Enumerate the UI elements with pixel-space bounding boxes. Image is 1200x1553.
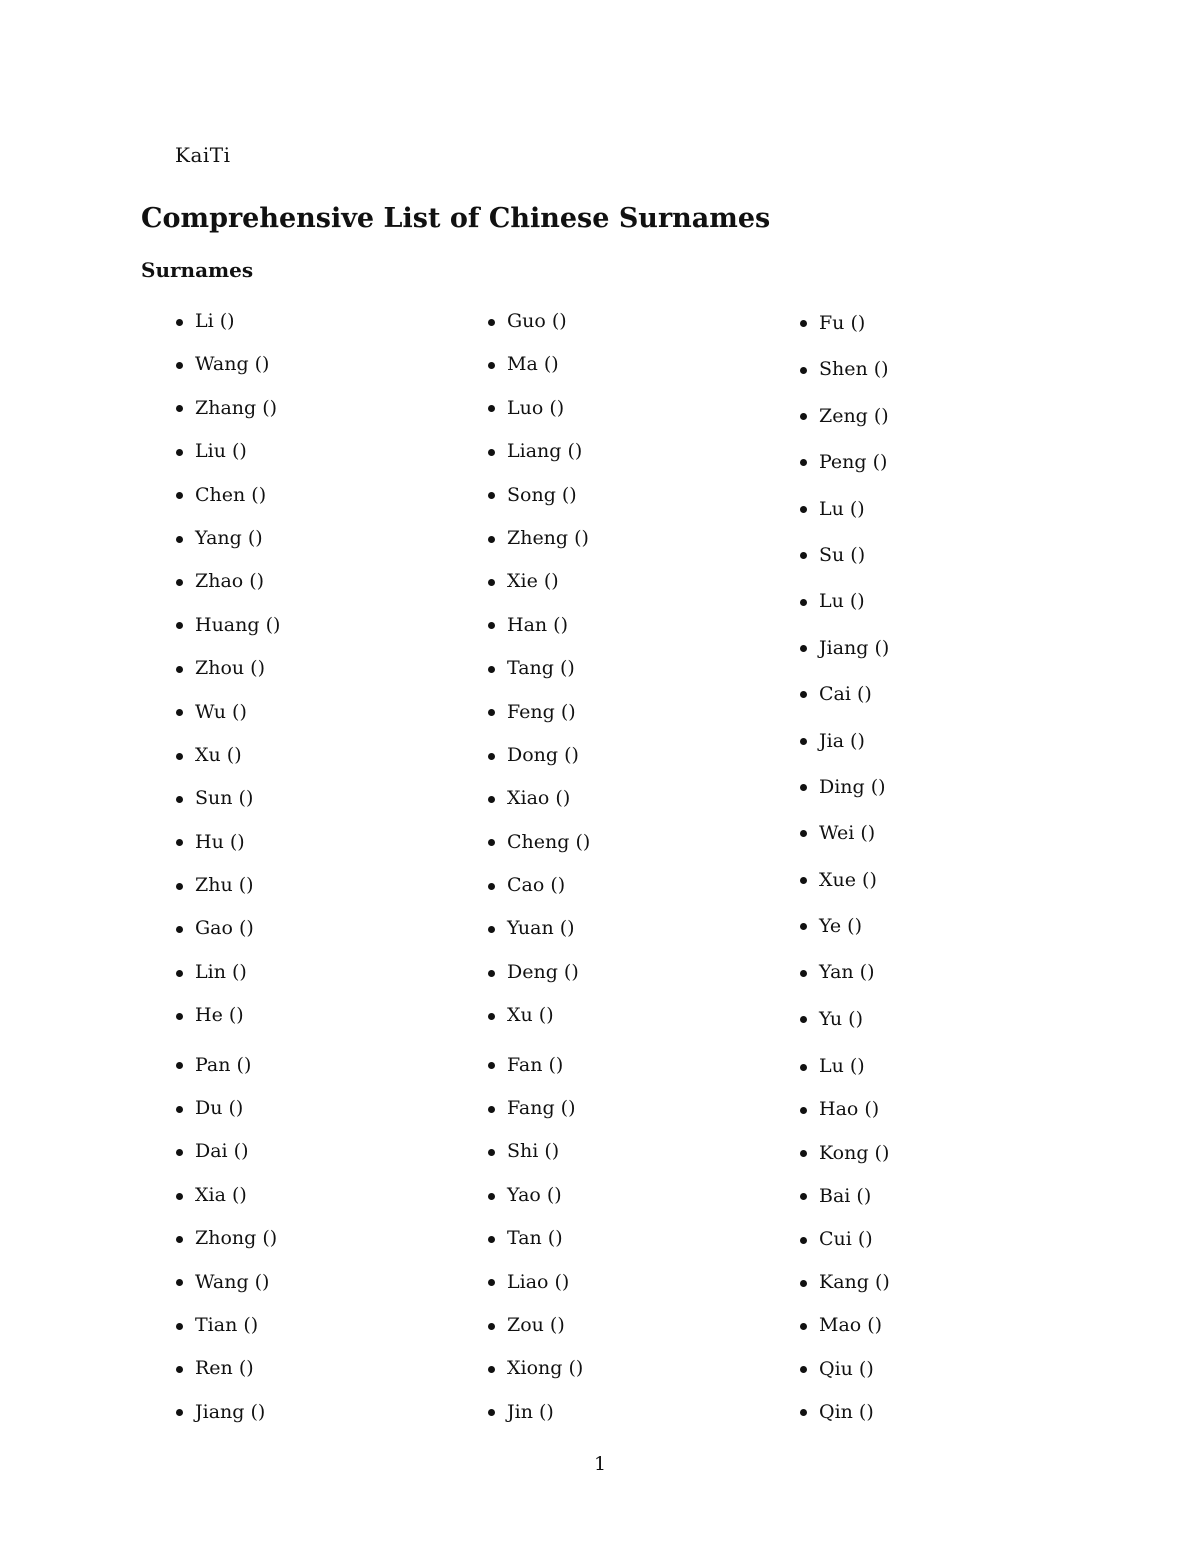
surname-item [487,734,590,777]
surname-text: Xiao () [507,787,571,810]
surname-text: Li () [195,310,235,332]
bullet-icon [800,830,807,837]
surname-text: Shen () [819,358,889,381]
surname-item [175,994,280,1037]
surname-text: Ding () [819,775,886,798]
bullet-icon [488,492,495,499]
surname-text: Wang () [195,1270,270,1293]
surname-text: Kong () [819,1141,890,1164]
surname-text: Ma () [507,353,559,376]
bullet-icon [176,1323,183,1330]
page-number: 1 [593,1453,607,1475]
surname-text: Jiang () [819,636,890,659]
surname-text: Han () [507,613,568,636]
surname-text: Fan () [507,1053,564,1076]
surname-item [487,474,590,517]
surname-text: Pan () [195,1053,252,1076]
surname-item [175,821,280,864]
bullet-icon [488,970,495,977]
surname-item [487,300,590,343]
section-heading: Surnames [141,258,254,282]
surname-item [175,474,280,517]
surname-text: Guo () [507,310,567,332]
bullet-icon [176,883,183,890]
surname-text: Tian () [195,1313,259,1336]
surname-item [487,1391,590,1434]
surname-text: Jiang () [195,1400,266,1423]
surname-text: Zou () [507,1313,565,1336]
surname-text: Shi () [507,1140,560,1163]
surname-text: Lu () [819,1055,865,1078]
bullet-icon [800,923,807,930]
surname-text: Lu () [819,497,865,520]
surname-item [175,907,280,950]
surname-text: Song () [507,483,577,506]
bullet-icon [176,449,183,456]
surname-text: Fu () [819,312,866,334]
surname-item [487,1130,590,1173]
surname-item [175,951,280,994]
surname-column-2 [487,300,590,1434]
bullet-icon [176,753,183,760]
bullet-icon [800,1150,807,1157]
surname-item [175,343,280,386]
surname-text: Mao () [819,1314,883,1337]
surname-text: Xu () [195,743,242,766]
bullet-icon [800,1016,807,1023]
surname-item [487,1087,590,1130]
surname-text: Tang () [507,657,575,680]
surname-text: Zheng () [507,526,589,549]
surname-item [799,857,890,903]
surname-text: Zhang () [195,396,278,419]
surname-item [175,387,280,430]
surname-item [799,532,890,578]
bullet-icon [800,506,807,513]
surname-item [799,1304,890,1347]
surname-item [175,1391,280,1434]
bullet-icon [488,666,495,673]
surname-text: Wei () [819,822,876,845]
bullet-icon [176,1366,183,1373]
surname-item [175,864,280,907]
bullet-icon [176,405,183,412]
surname-item [175,300,280,343]
surname-item [799,1391,890,1434]
surname-text: Xu () [507,1004,554,1027]
bullet-icon [176,970,183,977]
bullet-icon [176,1236,183,1243]
bullet-icon [800,599,807,606]
bullet-icon [488,1236,495,1243]
bullet-icon [800,459,807,466]
surname-text: Tan () [507,1227,563,1250]
surname-item [175,647,280,690]
surname-item [487,1347,590,1390]
bullet-icon [488,839,495,846]
surname-item [799,1175,890,1218]
surname-text: Bai () [819,1184,872,1207]
surname-text: Luo () [507,396,565,419]
surname-item [487,604,590,647]
surname-item [799,903,890,949]
surname-column-1 [175,300,280,1434]
surname-text: Zhong () [195,1227,278,1250]
bullet-icon [488,449,495,456]
surname-item [799,1261,890,1304]
surname-text: Sun () [195,787,254,810]
surname-text: Ren () [195,1357,254,1380]
surname-item [799,1088,890,1131]
surname-item [487,821,590,864]
bullet-icon [176,319,183,326]
bullet-icon [488,753,495,760]
surname-text: Jia () [819,729,865,752]
surname-item [175,1304,280,1347]
surname-text: Zeng () [819,404,889,427]
surname-text: Xie () [507,570,559,593]
bullet-icon [488,1279,495,1286]
surname-item [799,671,890,717]
surname-text: Deng () [507,960,579,983]
bullet-icon [800,320,807,327]
surname-text: Fang () [507,1097,576,1120]
bullet-icon [488,622,495,629]
surname-text: He () [195,1004,244,1027]
bullet-icon [488,883,495,890]
surname-text: Xue () [819,868,877,891]
bullet-icon [488,1323,495,1330]
surname-item [175,1044,280,1087]
surname-text: Peng () [819,451,888,474]
bullet-icon [176,362,183,369]
surname-text: Zhu () [195,874,254,897]
bullet-icon [176,796,183,803]
bullet-icon [488,1149,495,1156]
surname-item [175,560,280,603]
surname-item [487,560,590,603]
surname-text: Qin () [819,1400,874,1423]
bullet-icon [800,1366,807,1373]
bullet-icon [176,1193,183,1200]
surname-item [487,1217,590,1260]
surname-text: Hu () [195,830,245,853]
surname-text: Yao () [507,1183,562,1206]
surname-item [799,1218,890,1261]
bullet-icon [176,1106,183,1113]
bullet-icon [800,413,807,420]
bullet-icon [800,1064,807,1071]
surname-item [175,1130,280,1173]
bullet-icon [488,926,495,933]
surname-text: Yu () [819,1007,863,1030]
bullet-icon [800,1280,807,1287]
bullet-icon [800,1323,807,1330]
surname-text: Huang () [195,613,281,636]
surname-text: Jin () [507,1400,554,1423]
surname-item [175,1087,280,1130]
surname-text: Cao () [507,874,566,897]
surname-text: Lu () [819,590,865,613]
surname-text: Xia () [195,1183,247,1206]
surname-text: Cai () [819,683,872,706]
surname-text: Zhao () [195,570,265,593]
surname-item [487,994,590,1037]
bullet-icon [800,645,807,652]
surname-item [175,691,280,734]
surname-item [487,343,590,386]
bullet-icon [488,796,495,803]
surname-text: Yan () [819,961,875,984]
surname-item [487,517,590,560]
bullet-icon [800,691,807,698]
bullet-icon [488,1193,495,1200]
bullet-icon [800,1409,807,1416]
surname-item [175,1217,280,1260]
bullet-icon [488,536,495,543]
surname-text: Xiong () [507,1357,584,1380]
surname-item [799,486,890,532]
font-name-note: KaiTi [175,143,231,167]
surname-text: Liu () [195,440,247,463]
surname-item [799,346,890,392]
surname-item [175,777,280,820]
surname-item [799,393,890,439]
surname-text: Dong () [507,743,579,766]
bullet-icon [800,877,807,884]
document-title: Comprehensive List of Chinese Surnames [141,203,771,234]
surname-text: Liang () [507,440,583,463]
surname-item [799,625,890,671]
surname-text: Gao () [195,917,254,940]
surname-item [175,517,280,560]
surname-text: Hao () [819,1098,880,1121]
bullet-icon [176,709,183,716]
surname-item [799,718,890,764]
surname-text: Wang () [195,353,270,376]
surname-item [799,810,890,856]
bullet-icon [176,492,183,499]
bullet-icon [488,1062,495,1069]
bullet-icon [488,1409,495,1416]
bullet-icon [176,1409,183,1416]
surname-text: Lin () [195,960,247,983]
surname-text: Cheng () [507,830,591,853]
bullet-icon [488,1013,495,1020]
surname-text: Chen () [195,483,267,506]
bullet-icon [800,738,807,745]
surname-text: Du () [195,1097,244,1120]
bullet-icon [176,1279,183,1286]
surname-item [799,996,890,1042]
bullet-icon [488,579,495,586]
surname-item [487,907,590,950]
surname-item [175,430,280,473]
bullet-icon [176,536,183,543]
bullet-icon [176,579,183,586]
bullet-icon [176,666,183,673]
surname-item [175,1174,280,1217]
surname-item [799,300,890,346]
surname-item [799,1132,890,1175]
bullet-icon [800,1193,807,1200]
bullet-icon [176,1149,183,1156]
surname-item [799,764,890,810]
surname-text: Cui () [819,1228,873,1250]
bullet-icon [176,1062,183,1069]
surname-item [487,387,590,430]
surname-text: Liao () [507,1270,570,1293]
bullet-icon [800,784,807,791]
surname-text: Zhou () [195,657,265,680]
bullet-icon [488,709,495,716]
surname-item [799,1348,890,1391]
surname-item [175,1261,280,1304]
surname-column-3 [799,300,890,1434]
surname-item [487,951,590,994]
bullet-icon [800,970,807,977]
bullet-icon [488,319,495,326]
bullet-icon [176,839,183,846]
bullet-icon [488,1366,495,1373]
bullet-icon [488,1106,495,1113]
surname-text: Su () [819,543,866,566]
surname-item [487,1174,590,1217]
surname-item [487,1304,590,1347]
surname-item [799,439,890,485]
surname-text: Ye () [819,915,863,938]
bullet-icon [488,405,495,412]
surname-text: Yuan () [507,917,575,940]
surname-item [487,430,590,473]
bullet-icon [176,622,183,629]
surname-text: Qiu () [819,1357,874,1380]
surname-text: Dai () [195,1140,249,1163]
surname-text: Kang () [819,1271,890,1294]
surname-text: Yang () [195,526,263,549]
surname-item [799,578,890,624]
bullet-icon [176,926,183,933]
surname-item [487,864,590,907]
bullet-icon [488,362,495,369]
surname-item [487,777,590,820]
bullet-icon [800,1107,807,1114]
surname-item [487,1044,590,1087]
surname-item [175,1347,280,1390]
surname-item [487,691,590,734]
surname-item [487,1261,590,1304]
surname-text: Feng () [507,700,576,723]
surname-item [175,734,280,777]
bullet-icon [800,552,807,559]
bullet-icon [800,1237,807,1244]
bullet-icon [800,367,807,374]
surname-item [487,647,590,690]
surname-item [175,604,280,647]
surname-item [799,1045,890,1088]
surname-item [799,949,890,995]
surname-text: Wu () [195,700,247,723]
bullet-icon [176,1013,183,1020]
